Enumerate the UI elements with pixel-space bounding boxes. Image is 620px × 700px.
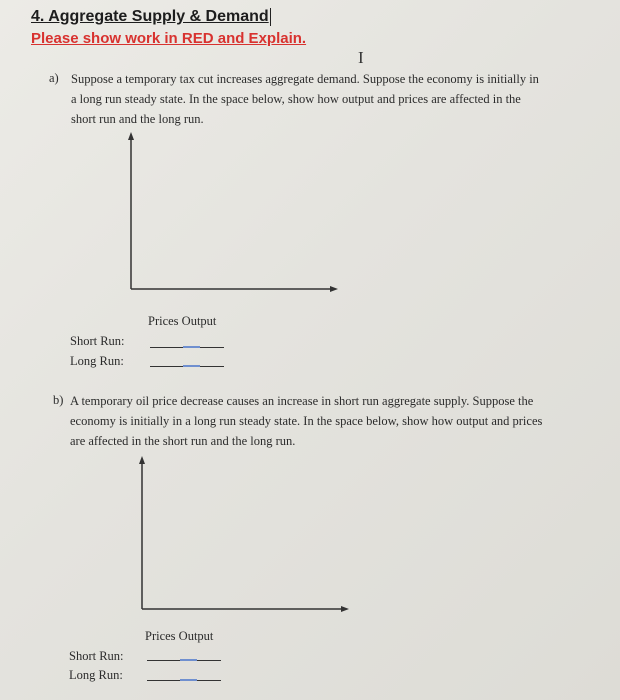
question-b-short-run-blank[interactable] (147, 660, 221, 661)
question-b-line-3: are affected in the short run and the long run. (70, 434, 296, 448)
question-b-line-2: economy is initially in a long run steady state. In the space below, show how output and prices (70, 414, 543, 428)
question-b-graph-axes (131, 452, 356, 617)
question-a-line-3: short run and the long run. (71, 112, 204, 126)
question-b-label: b) (53, 393, 64, 407)
question-b-short-run-label: Short Run: (69, 649, 124, 663)
question-b-columns-header: Prices Output (145, 629, 214, 643)
question-a-columns-header: Prices Output (148, 314, 217, 328)
section-title: 4. Aggregate Supply & Demand (31, 8, 269, 25)
question-a-line-1: Suppose a temporary tax cut increases aggregate demand. Suppose the economy is initially in (71, 72, 539, 86)
question-a-short-run-blank[interactable] (150, 347, 224, 348)
question-b-long-run-blank[interactable] (147, 680, 221, 681)
text-cursor-icon: Ι (358, 48, 364, 67)
question-b-text (70, 391, 610, 451)
question-b-long-run-label: Long Run: (69, 668, 123, 682)
question-a-long-run-label: Long Run: (70, 354, 124, 368)
question-a-label: a) (49, 71, 59, 85)
question-a-graph-axes (120, 128, 345, 298)
question-a-long-run-blank[interactable] (150, 366, 224, 367)
instruction-text: Please show work in RED and Explain. (31, 30, 307, 47)
question-a-line-2: a long run steady state. In the space below, show how output and prices are affected in the (71, 92, 521, 106)
question-a-short-run-label: Short Run: (70, 334, 125, 348)
question-a-text (71, 69, 611, 129)
question-b-line-1: A temporary oil price decrease causes an increase in short run aggregate supply. Suppose the (70, 394, 534, 408)
